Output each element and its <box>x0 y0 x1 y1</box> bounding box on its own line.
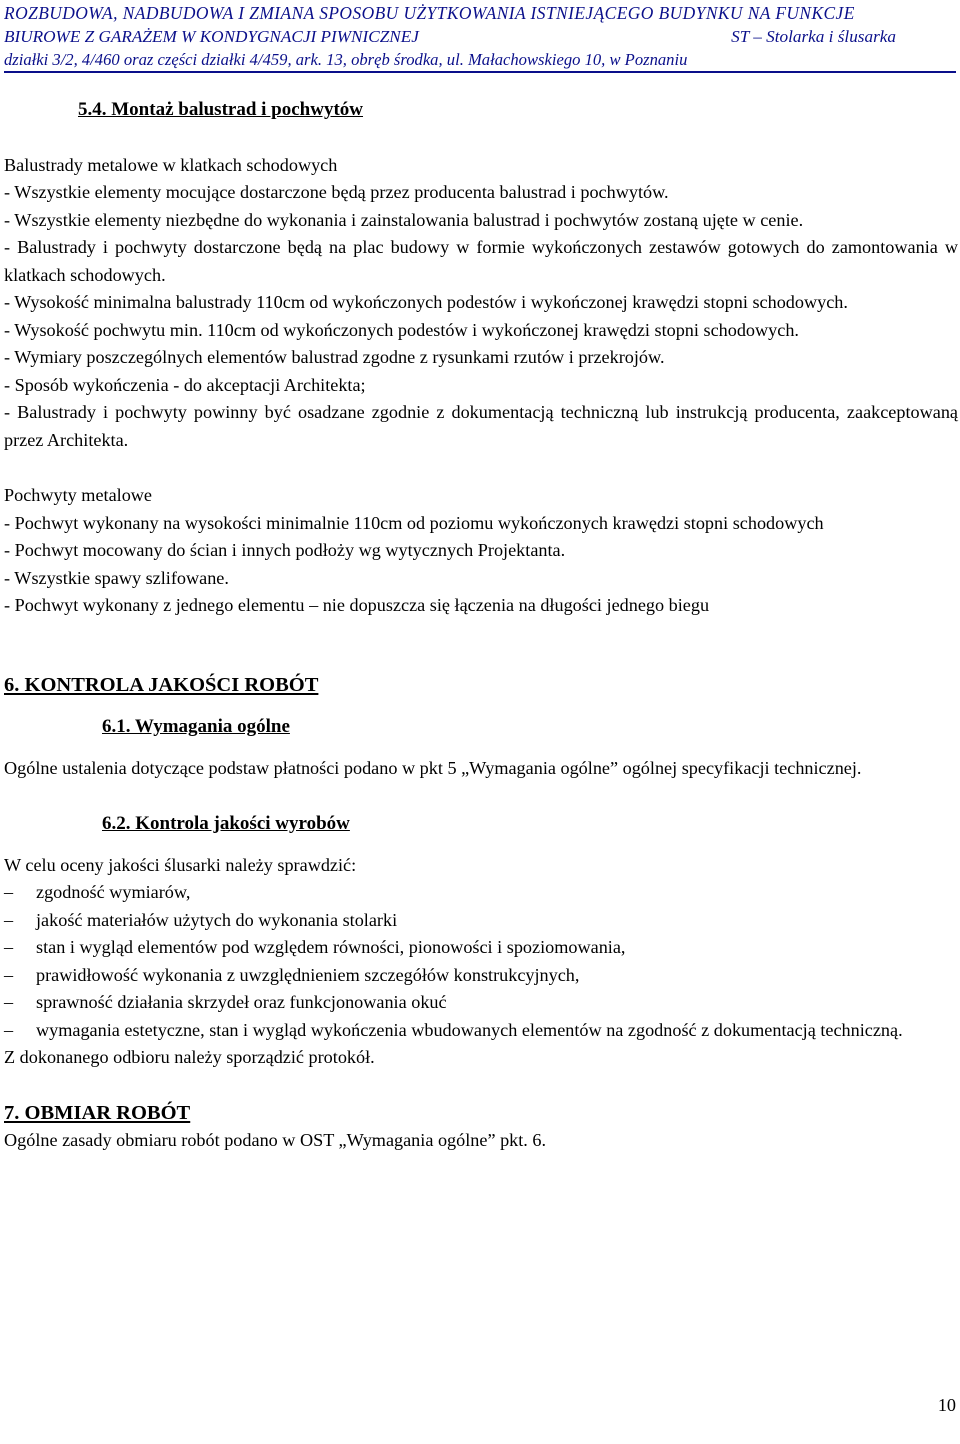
section-5-4-heading: 5.4. Montaż balustrad i pochwytów <box>78 99 364 120</box>
balustrady-item: - Wysokość minimalna balustrady 110cm od wykończonych podestów i wykończonej krawędzi stopni schodowych. <box>4 292 848 312</box>
list-item: – sprawność działania skrzydeł oraz funkcjonowania okuć <box>4 992 447 1012</box>
checklist <box>4 879 958 1044</box>
pochwyty-item: - Pochwyt wykonany na wysokości minimalnie 110cm od poziomu wykończonych krawędzi stopni schodowych <box>4 512 824 533</box>
page-number: 10 <box>937 1395 956 1415</box>
list-item: – zgodność wymiarów, <box>4 882 191 902</box>
header-line-1: ROZBUDOWA, NADBUDOWA I ZMIANA SPOSOBU UŻYTKOWANIA ISTNIEJĄCEGO BUDYNKU NA FUNKCJE <box>4 3 855 23</box>
balustrady-title: Balustrady metalowe w klatkach schodowych <box>4 154 338 175</box>
page-header <box>4 2 956 71</box>
balustrady-item: - Wymiary poszczególnych elementów balustrad zgodne z rysunkami rzutów i przekrojów. <box>4 347 665 367</box>
list-item: – prawidłowość wykonania z uwzględnieniem szczegółów konstrukcyjnych, <box>4 964 580 985</box>
header-spec-name: ST – Stolarka i ślusarka <box>731 27 896 46</box>
document-body <box>4 96 958 1155</box>
balustrady-item: - Balustrady i pochwyty dostarczone będą na plac budowy w formie wykończonych zestawów gotowych do zamontowania w klatkach schodowych. <box>4 237 958 285</box>
section-6-2-closing: Z dokonanego odbioru należy sporządzić protokół. <box>4 1047 375 1067</box>
section-7-text: Ogólne zasady obmiaru robót podano w OST „Wymagania ogólne” pkt. 6. <box>4 1130 547 1150</box>
header-line-3: działki 3/2, 4/460 oraz części działki 4/459, ark. 13, obręb środka, ul. Małachowskiego 10, w Poznaniu <box>4 50 688 69</box>
balustrady-item: - Balustrady i pochwyty powinny być osadzane zgodnie z dokumentacją techniczną lub instrukcją producenta, zaakceptowaną przez Architekta. <box>4 402 958 450</box>
section-6-1-text: Ogólne ustalenia dotyczące podstaw płatności podano w pkt 5 „Wymagania ogólne” ogólnej specyfikacji technicznej. <box>4 757 862 778</box>
section-6-heading: 6. KONTROLA JAKOŚCI ROBÓT <box>4 673 319 696</box>
balustrady-item: - Wysokość pochwytu min. 110cm od wykończonych podestów i wykończonej krawędzi stopni schodowych. <box>4 319 799 340</box>
pochwyty-item: - Pochwyt mocowany do ścian i innych podłoży wg wytycznych Projektanta. <box>4 540 566 560</box>
header-project-title: BIUROWE Z GARAŻEM W KONDYGNACJI PIWNICZNEJ <box>4 27 419 46</box>
pochwyty-item: - Pochwyt wykonany z jednego elementu – nie dopuszcza się łączenia na długości jednego biegu <box>4 595 710 615</box>
header-line-2 <box>4 25 956 48</box>
list-item: – jakość materiałów użytych do wykonania stolarki <box>4 909 398 930</box>
list-item: – wymagania estetyczne, stan i wygląd wykończenia wbudowanych elementów na zgodność z dokumentacją techniczną. <box>4 1019 903 1040</box>
section-6-1-heading: 6.1. Wymagania ogólne <box>102 716 290 737</box>
section-7-heading: 7. OBMIAR ROBÓT <box>4 1101 191 1124</box>
balustrady-item: - Sposób wykończenia - do akceptacji Architekta; <box>4 374 366 395</box>
section-6-2-heading: 6.2. Kontrola jakości wyrobów <box>102 813 350 834</box>
section-6-2-intro: W celu oceny jakości ślusarki należy sprawdzić: <box>4 854 357 875</box>
balustrady-item: - Wszystkie elementy niezbędne do wykonania i zainstalowania balustrad i pochwytów zostaną ujęte w cenie. <box>4 209 804 230</box>
pochwyty-title: Pochwyty metalowe <box>4 485 152 505</box>
pochwyty-item: - Wszystkie spawy szlifowane. <box>4 567 229 588</box>
balustrady-item: - Wszystkie elementy mocujące dostarczone będą przez producenta balustrad i pochwytów. <box>4 182 669 202</box>
header-divider <box>4 71 956 73</box>
list-item: – stan i wygląd elementów pod względem równości, pionowości i spoziomowania, <box>4 937 626 957</box>
